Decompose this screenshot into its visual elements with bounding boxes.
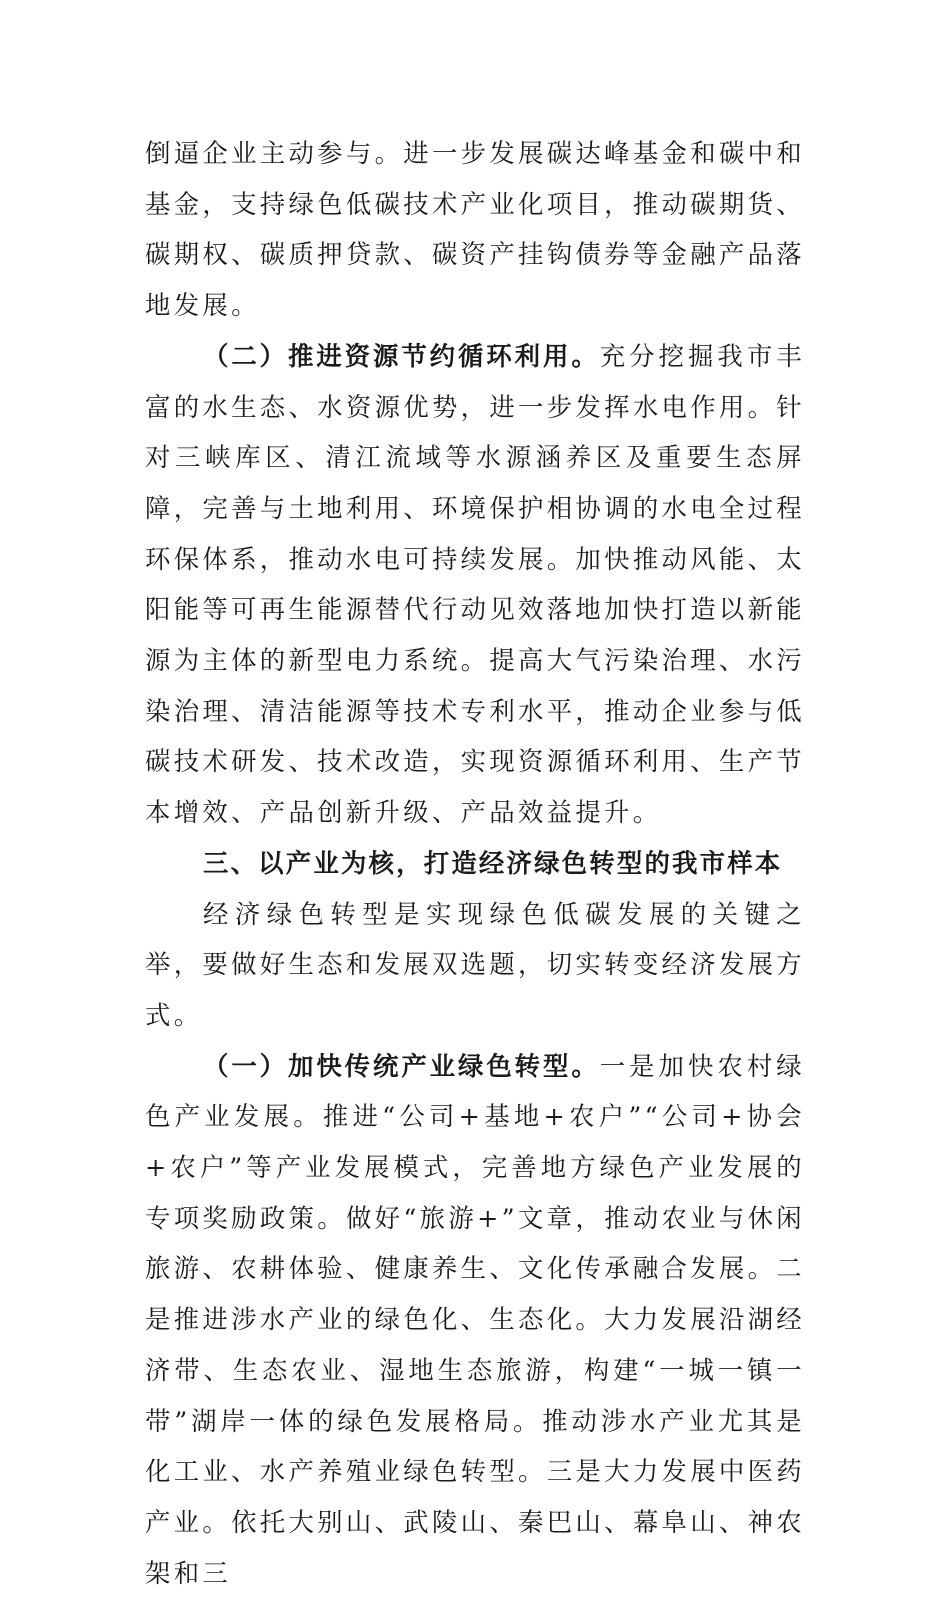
paragraph-text: 经济绿色转型是实现绿色低碳发展的关键之举，要做好生态和发展双选题，切实转变经济发展方式。 bbox=[145, 898, 805, 1030]
paragraph-text: 倒逼企业主动参与。进一步发展碳达峰基金和碳中和基金，支持绿色低碳技术产业化项目，推动碳期货、碳期权、碳质押贷款、碳资产挂钩债券等金融产品落地发展。 bbox=[145, 138, 805, 321]
paragraph-text: 充分挖掘我市丰富的水生态、水资源优势，进一步发挥水电作用。针对三峡库区、清江流域等水源涵养区及重要生态屏障，完善与土地利用、环境保护相协调的水电全过程环保体系，推动水电可持续发展。加快推动风能、太阳能等可再生能源替代行动见效落地加快打造以新能源为主体的新型电力系统。提高大气污染治理、水污染治理、清洁能源等技术专利水平，推动企业参与低碳技术研发、技术改造，实现资源循环利用、生产节本增效、产品创新升级、产品效益提升。 bbox=[145, 340, 805, 828]
paragraph-traditional-industry bbox=[145, 1041, 805, 1598]
document-body bbox=[145, 128, 805, 1598]
paragraph-text: 一是加快农村绿色产业发展。推进“公司+基地+农户”“公司+协会+农户”等产业发展模式，完善地方绿色产业发展的专项奖励政策。做好“旅游+”文章，推动农业与休闲旅游、农耕体验、健康养生、文化传承融合发展。二是推进涉水产业的绿色化、生态化。大力发展沿湖经济带、生态农业、湿地生态旅游，构建“一城一镇一带”湖岸一体的绿色发展格局。推动涉水产业尤其是化工业、水产养殖业绿色转型。三是大力发展中医药产业。依托大别山、武陵山、秦巴山、幕阜山、神农架和三 bbox=[145, 1050, 805, 1588]
paragraph-green-transition-intro bbox=[145, 889, 805, 1041]
subsection-heading: （二）推进资源节约循环利用。 bbox=[203, 340, 600, 371]
paragraph-resource-recycling bbox=[145, 331, 805, 838]
subsection-heading: （一）加快传统产业绿色转型。 bbox=[203, 1050, 600, 1081]
section-heading: 三、以产业为核，打造经济绿色转型的我市样本 bbox=[203, 847, 783, 878]
paragraph-finance-continued bbox=[145, 128, 805, 331]
